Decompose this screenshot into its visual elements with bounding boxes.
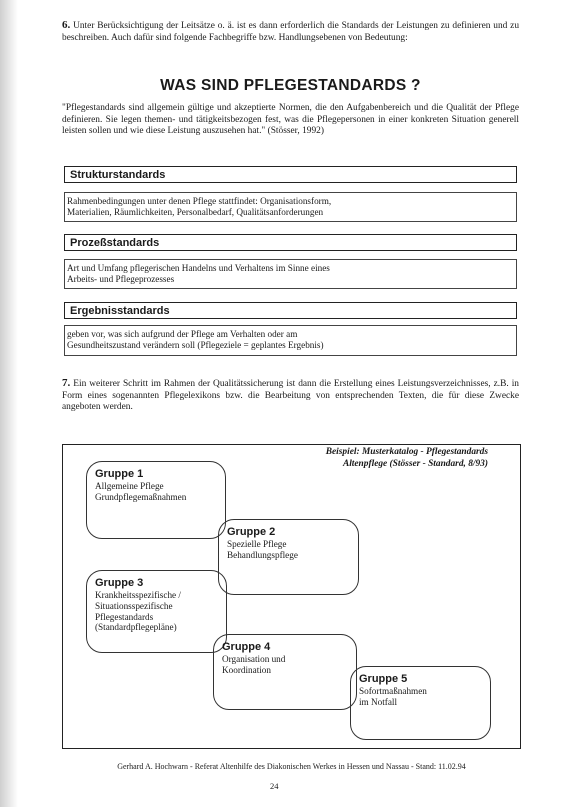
group-3-line: Krankheitsspezifische / (95, 590, 181, 600)
standard-body-prozess (64, 259, 517, 289)
definition-quote: "Pflegestandards sind allgemein gültige und akzeptierte Normen, die den Aufgabenbereich und die Qualität der Pflege definieren. Sie legen themen- und tätigkeitsbezogen fest, was die Pflegepersonen in einer konkreten Situation generell leisten sollen und wie diese Leistung auszusehen hat." (Stösser, 1992) (62, 103, 519, 137)
page-footer: Gerhard A. Hochwarn - Referat Altenhilfe des Diakonischen Werkes in Hessen und Nassau - Stand: 11.02.94 (117, 762, 466, 771)
section-7-paragraph (62, 378, 519, 414)
page-edge-shadow (0, 0, 18, 807)
group-1-title: Gruppe 1 (95, 468, 144, 480)
group-1-line: Grundpflegemaßnahmen (95, 491, 187, 502)
group-4-line: Koordination (222, 664, 271, 675)
group-4-box (213, 634, 357, 710)
standard-title-ergebnis: Ergebnisstandards (64, 302, 517, 319)
group-3-title: Gruppe 3 (95, 577, 144, 589)
standard-body-ergebnis (64, 325, 517, 356)
group-1-box (86, 461, 226, 539)
standard-line: Rahmenbedingungen unter denen Pflege stattfindet: Organisationsform, (67, 196, 332, 206)
page-heading: WAS SIND PFLEGESTANDARDS ? (160, 77, 421, 94)
group-2-line: Behandlungspflege (227, 549, 298, 560)
section-6-text: Unter Berücksichtigung der Leitsätze o. ä. ist es dann erforderlich die Standards der Leistungen zu definieren und zu beschreiben. Auch dafür sind folgende Fachbegriffe bzw. Handlungsebenen von Bedeutung: (62, 21, 520, 43)
standard-line: Materialien, Räumlichkeiten, Personalbedarf, Qualitätsanforderungen (67, 207, 324, 217)
standard-title-prozess: Prozeßstandards (64, 234, 517, 251)
group-2-title: Gruppe 2 (227, 526, 276, 538)
group-2-box (218, 519, 359, 595)
section-6-paragraph (62, 20, 519, 44)
group-2-line: Spezielle Pflege (227, 539, 287, 549)
example-line-1: Beispiel: Musterkatalog - Pflegestandards (325, 447, 488, 457)
group-5-box (350, 666, 491, 740)
standard-line: Arbeits- und Pflegeprozesses (67, 274, 175, 284)
standard-line: Art und Umfang pflegerischen Handelns und Verhaltens im Sinne eines (67, 263, 330, 273)
group-3-line: Situationsspezifische (95, 600, 173, 611)
group-5-title: Gruppe 5 (359, 673, 408, 685)
group-5-line: im Notfall (359, 696, 398, 707)
standard-title-struktur: Strukturstandards (64, 166, 517, 183)
example-line-2: Altenpflege (Stösser - Standard, 8/93) (342, 458, 488, 469)
section-6-number: 6. (62, 19, 71, 31)
group-3-line: Pflegestandards (95, 611, 154, 622)
section-7-number: 7. (62, 377, 71, 389)
standard-line: geben vor, was sich aufgrund der Pflege am Verhalten oder am (67, 329, 298, 339)
group-5-line: Sofortmaßnahmen (359, 686, 427, 696)
group-3-line: (Standardpflegepläne) (95, 622, 177, 633)
group-3-box (86, 570, 227, 653)
standard-line: Gesundheitszustand verändern soll (Pflegeziele = geplantes Ergebnis) (67, 340, 324, 350)
standard-body-struktur (64, 192, 517, 222)
page-number: 24 (270, 781, 279, 791)
section-7-text: Ein weiterer Schritt im Rahmen der Qualitätssicherung ist dann die Erstellung eines Leistungsverzeichnisses, z.B. in Form eines sogenannten Pflegelexikons bzw. die Bearbeitung von entsprechenden Texten, die für diese Zwecke angeboten werden. (62, 379, 519, 413)
example-caption (260, 447, 488, 470)
group-4-title: Gruppe 4 (222, 641, 271, 653)
group-1-line: Allgemeine Pflege (95, 481, 164, 491)
group-4-line: Organisation und (222, 654, 286, 664)
